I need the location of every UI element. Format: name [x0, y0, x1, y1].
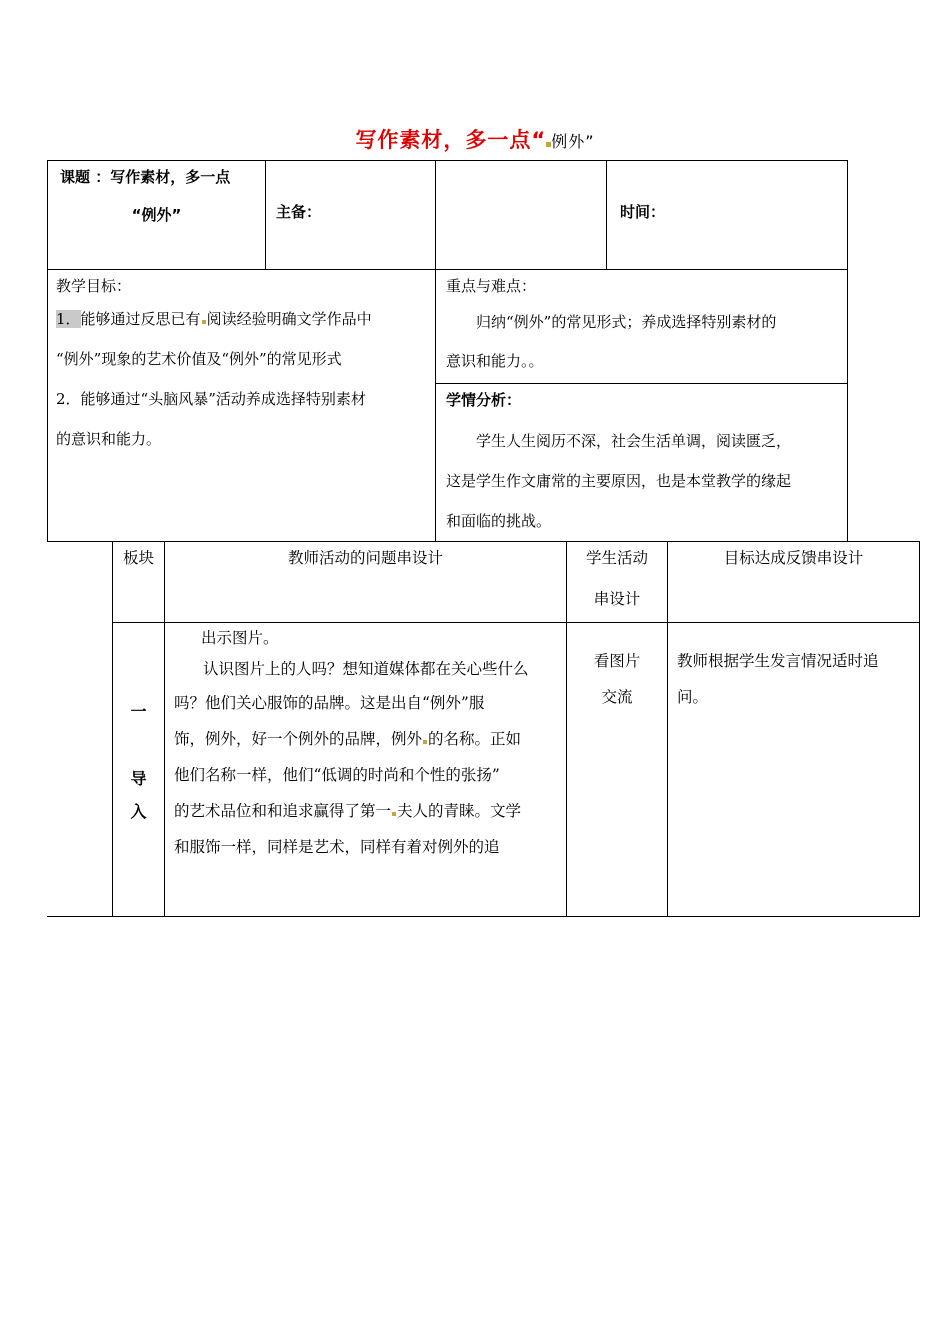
feedback-line1: 教师根据学生发言情况适时追: [677, 652, 879, 670]
highlight-mark-icon: [392, 812, 396, 816]
header-block-cell: [113, 542, 165, 623]
header-teacher-cell: [165, 542, 567, 623]
teacher-line: 的艺术品位和和追求赢得了第一 夫人的青睐。文学: [174, 802, 522, 820]
document-title-tail: 例外”: [551, 132, 595, 151]
rule-line: [47, 541, 113, 542]
time-cell: [607, 161, 848, 270]
document-title: [0, 124, 950, 154]
objective-item-1-line2: “例外”现象的艺术价值及“例外”的常见形式: [56, 350, 342, 368]
student-activity-cell: [567, 623, 668, 917]
time-label: 时间：: [620, 203, 666, 221]
feedback-line2: 问。: [677, 688, 709, 706]
section-cell: [113, 623, 165, 917]
lesson-info-table: [47, 160, 848, 542]
analysis-cell: [436, 384, 848, 542]
analysis-heading: 学情分析：: [446, 391, 522, 409]
feedback-cell: [668, 623, 920, 917]
highlight-mark-icon: [202, 320, 206, 324]
header-student-line1: 学生活动: [585, 549, 648, 567]
teacher-line: 和服饰一样，同样是艺术，同样有着对例外的追: [174, 838, 500, 856]
objective-item-1: 1．能够通过反思已有 阅读经验明确文学作品中: [56, 310, 372, 328]
header-feedback-cell: [668, 542, 920, 623]
student-activity-line2: 交流: [601, 688, 633, 706]
header-block: 板块: [123, 549, 155, 567]
rule-line: [47, 916, 113, 917]
teacher-line: 他们名称一样，他们“低调的时尚和个性的张扬”: [174, 766, 500, 784]
preparer-cell: [266, 161, 436, 270]
header-student-line2: 串设计: [593, 590, 641, 608]
student-activity-line1: 看图片: [593, 652, 641, 670]
objective-item-2: 2．能够通过“头脑风暴”活动养成选择特别素材: [56, 390, 366, 408]
topic-cell: [48, 161, 266, 270]
document-title-main: 写作素材，多一点“: [355, 128, 547, 152]
preparer-label: 主备：: [276, 203, 322, 221]
analysis-line3: 和面临的挑战。: [446, 512, 552, 530]
header-teacher: 教师活动的问题串设计: [287, 549, 443, 567]
objective-item-2-line2: 的意识和能力。: [56, 430, 162, 448]
header-feedback: 目标达成反馈串设计: [723, 549, 864, 567]
analysis-line2: 这是学生作文庸常的主要原因，也是本堂教学的缘起: [446, 472, 792, 490]
key-points-heading: 重点与难点：: [446, 277, 537, 295]
section-char-2: 入: [130, 802, 147, 821]
section-char-1: 导: [130, 769, 147, 788]
header-student-cell: [567, 542, 668, 623]
analysis-line1: 学生人生阅历不深，社会生活单调，阅读匮乏，: [476, 432, 792, 450]
teacher-line: 饰，例外，好一个例外的品牌，例外 的名称。正如: [174, 730, 522, 748]
teacher-activity-cell: [165, 623, 567, 917]
teacher-line: 吗？他们关心服饰的品牌。这是出自“例外”服: [174, 694, 485, 712]
key-points-line2: 意识和能力。。: [446, 352, 544, 370]
teacher-line: 出示图片。: [201, 629, 279, 647]
preparer-value-cell: [436, 161, 607, 270]
highlight-mark-icon: [423, 740, 427, 744]
key-points-line1: 归纳“例外”的常见形式；养成选择特别素材的: [476, 313, 777, 331]
activity-table: [112, 541, 920, 917]
key-points-cell: [436, 270, 848, 384]
topic-label-line2: “例外”: [131, 206, 182, 224]
topic-label: 课题 ：写作素材，多一点: [60, 168, 231, 186]
teacher-line: 认识图片上的人吗？想知道媒体都在关心些什么: [203, 660, 529, 678]
section-number: 一: [130, 702, 147, 721]
objectives-cell: [48, 270, 436, 542]
objectives-heading: 教学目标：: [56, 277, 132, 295]
